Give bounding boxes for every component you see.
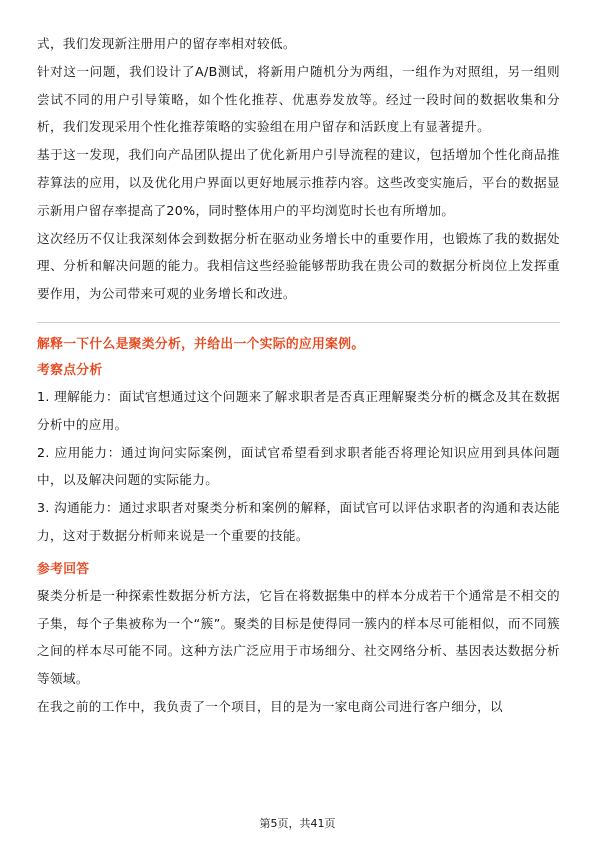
analysis-heading: 考察点分析 — [37, 362, 103, 378]
body-paragraph: 基于这一发现，我们向产品团队提出了优化新用户引导流程的建议，包括增加个性化商品推荐算法的应用，以及优化用户界面以更好地展示推荐内容。这些改变实施后，平台的数据显示新用户留存率提高了20%，同时整体用户的平均浏览时长也有所增加。 — [37, 147, 560, 218]
analysis-point: 2. 应用能力：通过询问实际案例，面试官希望看到求职者能否将理论知识应用到具体问题中，以及解决问题的实际能力。 — [37, 444, 560, 488]
answer-paragraph: 在我之前的工作中，我负责了一个项目，目的是为一家电商公司进行客户细分，以 — [37, 698, 503, 714]
page-number-footer: 第5页，共41页 — [259, 817, 336, 830]
page-content — [37, 30, 560, 721]
answer-paragraph: 聚类分析是一种探索性数据分析方法，它旨在将数据集中的样本分成若干个通常是不相交的子集，每个子集被称为一个“簇”。聚类的目标是使得同一簇内的样本尽可能相似，而不同簇之间的样本尽可能不同。这种方法广泛应用于市场细分、社交网络分析、基因表达数据分析等领域。 — [37, 587, 560, 687]
answer-heading: 参考回答 — [37, 561, 90, 577]
section-divider — [37, 322, 560, 323]
analysis-point: 3. 沟通能力：通过求职者对聚类分析和案例的解释，面试官可以评估求职者的沟通和表达能力，这对于数据分析师来说是一个重要的技能。 — [37, 500, 560, 543]
body-paragraph: 针对这一问题，我们设计了A/B测试，将新用户随机分为两组，一组作为对照组，另一组则尝试不同的用户引导策略，如个性化推荐、优惠券发放等。经过一段时间的数据收集和分析，我们发现采用个性化推荐策略的实验组在用户留存和活跃度上有显著提升。 — [37, 63, 560, 135]
body-paragraph: 式，我们发现新注册用户的留存率相对较低。 — [37, 36, 296, 51]
body-paragraph: 这次经历不仅让我深刻体会到数据分析在驱动业务增长中的重要作用，也锻炼了我的数据处理、分析和解决问题的能力。我相信这些经验能够帮助我在贵公司的数据分析岗位上发挥重要作用，为公司带来可观的业务增长和改进。 — [37, 230, 560, 302]
analysis-point: 1. 理解能力：面试官想通过这个问题来了解求职者是否真正理解聚类分析的概念及其在数据分析中的应用。 — [37, 388, 560, 432]
interview-question: 解释一下什么是聚类分析，并给出一个实际的应用案例。 — [37, 336, 365, 352]
